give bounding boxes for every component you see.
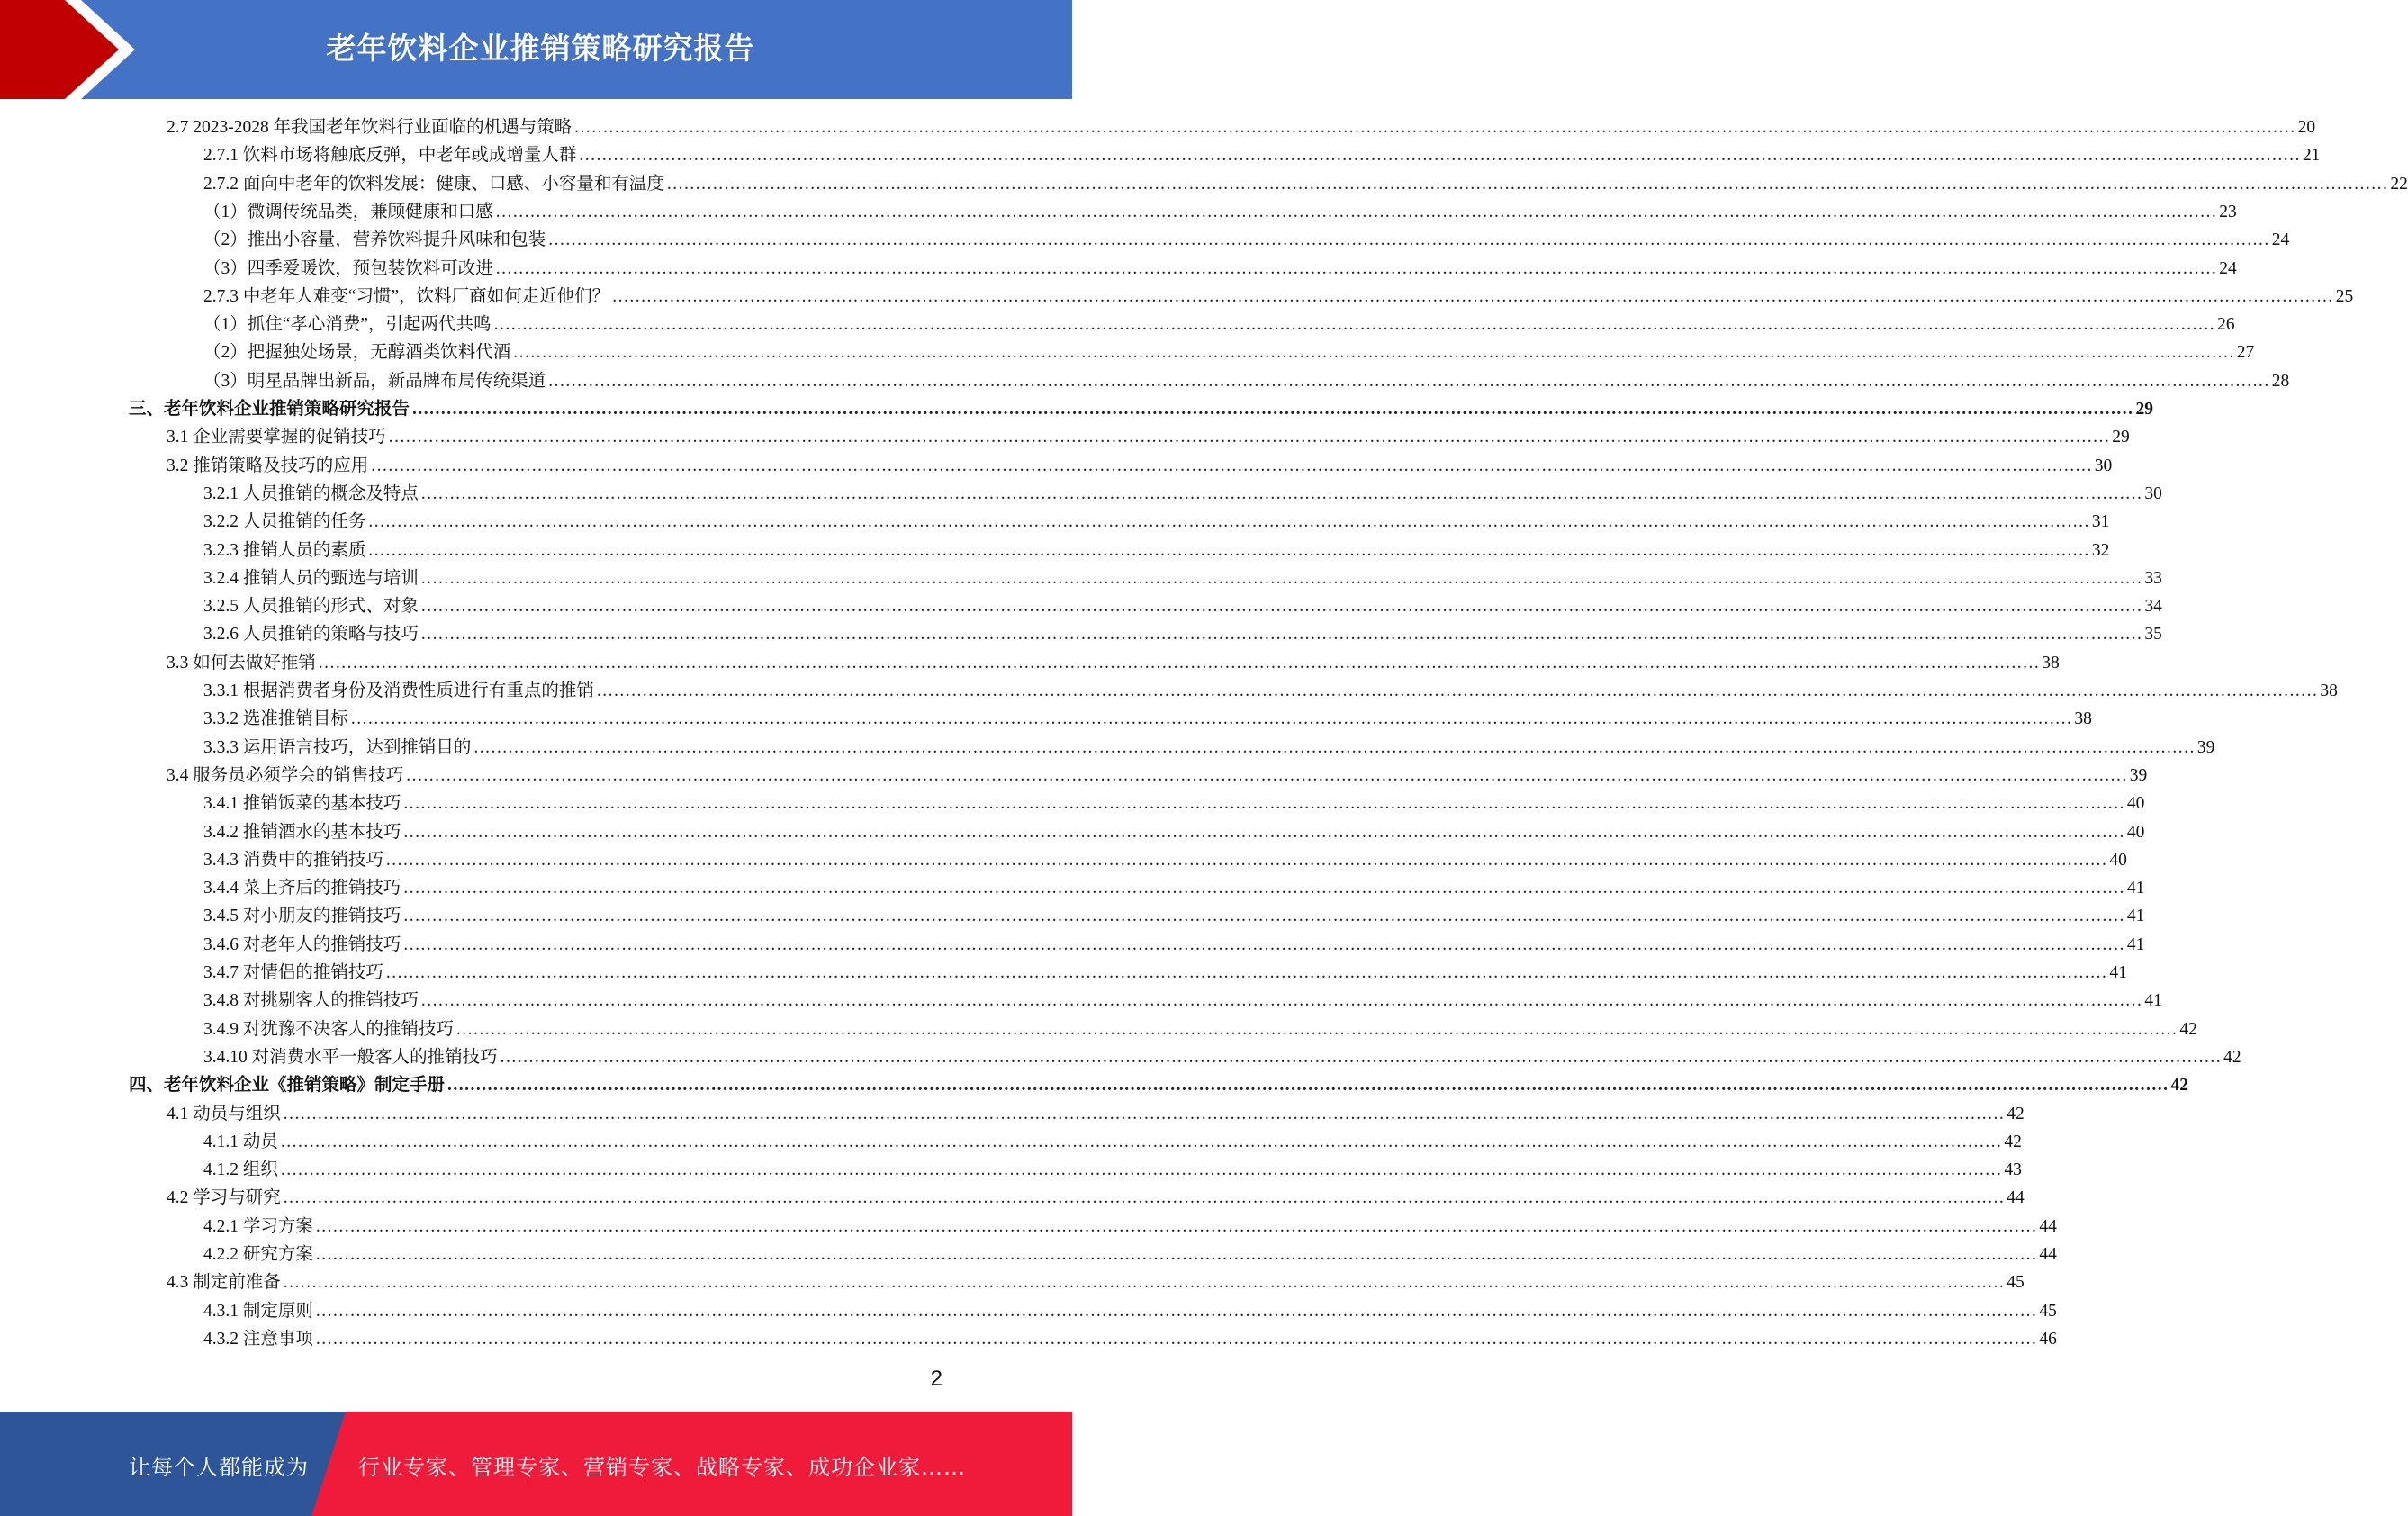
toc-entry-label: 4.3 制定前准备 bbox=[167, 1273, 281, 1293]
toc-entry-label: 3.4.6 对老年人的推销技巧 bbox=[203, 934, 401, 954]
toc-entry[interactable] bbox=[167, 454, 2113, 479]
toc-entry-label: 4.1.1 动员 bbox=[203, 1132, 278, 1151]
toc-entry-label: 4.2 学习与研究 bbox=[167, 1188, 281, 1208]
toc-entry[interactable] bbox=[167, 1270, 2025, 1295]
toc-entry-page: 31 bbox=[2091, 512, 2110, 532]
toc-entry-page: 41 bbox=[2144, 991, 2162, 1011]
toc-dot-leader: ............................................................................................................................................................................................................................................................................................................ bbox=[548, 371, 2270, 391]
toc-entry-page: 27 bbox=[2236, 343, 2255, 363]
toc-entry-label: 4.3.1 制定原则 bbox=[203, 1301, 313, 1321]
toc-dot-leader: ............................................................................................................................................................................................................................................................................................................ bbox=[385, 963, 2108, 982]
toc-entry[interactable] bbox=[203, 988, 2162, 1014]
toc-entry-label: 3.2.2 人员推销的任务 bbox=[203, 512, 366, 532]
toc-dot-leader: ............................................................................................................................................................................................................................................................................................................ bbox=[455, 1019, 2178, 1039]
toc-dot-leader: ............................................................................................................................................................................................................................................................................................................ bbox=[280, 1160, 2003, 1180]
footer-slogan-right: 行业专家、管理专家、营销专家、战略专家、成功企业家…… bbox=[358, 1455, 966, 1480]
toc-entry[interactable] bbox=[203, 1214, 2057, 1240]
toc-entry-label: 3.2.4 推销人员的甄选与培训 bbox=[203, 568, 419, 588]
toc-entry[interactable] bbox=[167, 1102, 2025, 1127]
toc-entry-label: 三、老年饮料企业推销策略研究报告 bbox=[129, 400, 410, 419]
toc-dot-leader: ............................................................................................................................................................................................................................................................................................................ bbox=[403, 907, 2125, 926]
toc-entry-label: 3.4.3 消费中的推销技巧 bbox=[203, 850, 383, 870]
toc-entry-page: 26 bbox=[2217, 315, 2235, 335]
toc-entry-page: 45 bbox=[2007, 1273, 2025, 1293]
toc-entry-page: 41 bbox=[2109, 963, 2127, 982]
toc-entry-label: 3.4.9 对犹豫不决客人的推销技巧 bbox=[203, 1019, 454, 1039]
toc-entry-page: 39 bbox=[2196, 737, 2215, 757]
toc-entry[interactable] bbox=[203, 622, 2162, 647]
toc-entry-label: 2.7.3 中老年人难变“习惯”，饮料厂商如何走近他们？ bbox=[203, 286, 610, 306]
toc-entry-label: 3.3 如何去做好推销 bbox=[167, 653, 316, 672]
toc-entry[interactable] bbox=[203, 961, 2127, 986]
toc-dot-leader: ............................................................................................................................................................................................................................................................................................................ bbox=[574, 118, 2296, 137]
toc-entry-label: （3）四季爱暖饮，预包装饮料可改进 bbox=[203, 258, 493, 278]
toc-dot-leader: ............................................................................................................................................................................................................................................................................................................ bbox=[283, 1188, 2006, 1208]
toc-dot-leader: ............................................................................................................................................................................................................................................................................................................ bbox=[420, 991, 2143, 1011]
toc-entry[interactable] bbox=[203, 284, 2354, 310]
toc-entry-label: 4.2.2 研究方案 bbox=[203, 1245, 313, 1264]
toc-entry[interactable] bbox=[203, 848, 2127, 873]
toc-entry-label: （3）明星品牌出新品，新品牌布局传统渠道 bbox=[203, 371, 546, 391]
toc-entry-page: 42 bbox=[2170, 1076, 2189, 1096]
toc-entry-page: 44 bbox=[2039, 1245, 2057, 1264]
toc-entry-page: 33 bbox=[2144, 568, 2162, 588]
toc-dot-leader: ............................................................................................................................................................................................................................................................................................................ bbox=[403, 822, 2125, 842]
toc-entry-label: 3.2.6 人员推销的策略与技巧 bbox=[203, 625, 419, 645]
toc-dot-leader: ............................................................................................................................................................................................................................................................................................................ bbox=[403, 934, 2125, 954]
toc-entry-page: 29 bbox=[2135, 400, 2154, 419]
toc-entry-page: 35 bbox=[2144, 625, 2162, 645]
toc-entry-page: 41 bbox=[2126, 934, 2145, 954]
toc-entry-label: 4.3.2 注意事项 bbox=[203, 1329, 313, 1349]
toc-entry[interactable] bbox=[203, 707, 2092, 732]
toc-entry[interactable] bbox=[167, 425, 2130, 450]
toc-entry[interactable] bbox=[203, 820, 2145, 845]
toc-dot-leader: ............................................................................................................................................................................................................................................................................................................ bbox=[315, 1329, 2038, 1349]
toc-entry-page: 43 bbox=[2004, 1160, 2022, 1180]
toc-dot-leader: ............................................................................................................................................................................................................................................................................................................ bbox=[612, 286, 2334, 306]
toc-entry[interactable] bbox=[203, 143, 2321, 168]
toc-entry[interactable] bbox=[203, 594, 2162, 619]
toc-dot-leader: ............................................................................................................................................................................................................................................................................................................ bbox=[420, 483, 2143, 503]
toc-entry-label: 4.1 动员与组织 bbox=[167, 1104, 281, 1123]
toc-entry-page: 42 bbox=[2223, 1047, 2241, 1067]
toc-entry[interactable] bbox=[203, 510, 2110, 535]
toc-entry-label: 2.7 2023-2028 年我国老年饮料行业面临的机遇与策略 bbox=[167, 118, 573, 137]
toc-dot-leader: ............................................................................................................................................................................................................................................................................................................ bbox=[318, 653, 2041, 672]
toc-dot-leader: ............................................................................................................................................................................................................................................................................................................ bbox=[403, 879, 2125, 898]
toc-dot-leader: ............................................................................................................................................................................................................................................................................................................ bbox=[315, 1301, 2038, 1321]
toc-entry-page: 32 bbox=[2091, 540, 2110, 560]
toc-dot-leader: ............................................................................................................................................................................................................................................................................................................ bbox=[315, 1245, 2038, 1264]
toc-entry-label: 3.3.3 运用语言技巧，达到推销目的 bbox=[203, 737, 472, 757]
toc-dot-leader: ............................................................................................................................................................................................................................................................................................................ bbox=[406, 765, 2128, 785]
toc-entry-page: 44 bbox=[2039, 1216, 2057, 1236]
toc-entry[interactable] bbox=[203, 1045, 2241, 1070]
page-footer bbox=[0, 1412, 1072, 1516]
toc-dot-leader: ............................................................................................................................................................................................................................................................................................................ bbox=[368, 512, 2090, 532]
toc-entry[interactable] bbox=[167, 651, 2060, 676]
toc-entry-label: （2）把握独处场景，无醇酒类饮料代酒 bbox=[203, 343, 511, 363]
toc-dot-leader: ............................................................................................................................................................................................................................................................................................................ bbox=[283, 1104, 2006, 1123]
toc-dot-leader: ............................................................................................................................................................................................................................................................................................................ bbox=[493, 315, 2216, 335]
toc-entry[interactable] bbox=[203, 257, 2237, 282]
toc-dot-leader: ............................................................................................................................................................................................................................................................................................................ bbox=[283, 1273, 2006, 1293]
toc-entry-label: 3.4.10 对消费水平一般客人的推销技巧 bbox=[203, 1047, 498, 1067]
toc-entry-page: 22 bbox=[2390, 174, 2408, 194]
toc-entry-page: 30 bbox=[2094, 456, 2113, 475]
toc-entry[interactable] bbox=[203, 1327, 2057, 1352]
toc-dot-leader: ............................................................................................................................................................................................................................................................................................................ bbox=[420, 597, 2143, 617]
toc-entry-page: 40 bbox=[2126, 822, 2145, 842]
toc-entry[interactable] bbox=[203, 1130, 2022, 1155]
toc-dot-leader: ............................................................................................................................................................................................................................................................................................................ bbox=[548, 230, 2270, 250]
toc-dot-leader: ............................................................................................................................................................................................................................................................................................................ bbox=[412, 400, 2134, 419]
toc-entry-page: 24 bbox=[2219, 258, 2237, 278]
toc-entry[interactable] bbox=[203, 933, 2145, 958]
toc-entry-page: 34 bbox=[2144, 597, 2162, 617]
toc-entry[interactable] bbox=[167, 1186, 2025, 1211]
toc-entry-label: 3.4 服务员必须学会的销售技巧 bbox=[167, 765, 404, 785]
toc-entry-page: 25 bbox=[2335, 286, 2354, 306]
toc-entry-label: 3.4.2 推销酒水的基本技巧 bbox=[203, 822, 401, 842]
toc-entry-label: 3.4.5 对小朋友的推销技巧 bbox=[203, 907, 401, 926]
toc-entry-label: 3.3.1 根据消费者身份及消费性质进行有重点的推销 bbox=[203, 681, 594, 700]
toc-entry-page: 41 bbox=[2126, 907, 2145, 926]
toc-entry[interactable] bbox=[203, 200, 2237, 225]
page-header bbox=[0, 0, 1072, 99]
toc-entry-label: 3.3.2 选准推销目标 bbox=[203, 709, 348, 729]
toc-dot-leader: ............................................................................................................................................................................................................................................................................................................ bbox=[596, 681, 2319, 700]
toc-entry-label: 3.2.5 人员推销的形式、对象 bbox=[203, 597, 419, 617]
toc-entry[interactable] bbox=[167, 763, 2148, 789]
toc-entry-label: 3.4.8 对挑剔客人的推销技巧 bbox=[203, 991, 419, 1011]
toc-entry-page: 38 bbox=[2320, 681, 2338, 700]
toc-entry[interactable] bbox=[129, 397, 2154, 422]
toc-entry[interactable] bbox=[203, 172, 2408, 197]
toc-entry-label: 2.7.1 饮料市场将触底反弹，中老年或成增量人群 bbox=[203, 146, 577, 166]
toc-dot-leader: ............................................................................................................................................................................................................................................................................................................ bbox=[385, 850, 2108, 870]
toc-dot-leader: ............................................................................................................................................................................................................................................................................................................ bbox=[513, 343, 2235, 363]
toc-dot-leader: ............................................................................................................................................................................................................................................................................................................ bbox=[500, 1047, 2223, 1067]
toc-dot-leader: ............................................................................................................................................................................................................................................................................................................ bbox=[495, 202, 2218, 221]
toc-entry-page: 20 bbox=[2297, 118, 2316, 137]
toc-entry-label: （1）抓住“孝心消费”，引起两代共鸣 bbox=[203, 315, 492, 335]
toc-entry-label: 2.7.2 面向中老年的饮料发展：健康、口感、小容量和有温度 bbox=[203, 174, 664, 194]
toc-entry-page: 39 bbox=[2129, 765, 2148, 785]
page-number: 2 bbox=[930, 1367, 942, 1391]
toc-dot-leader: ............................................................................................................................................................................................................................................................................................................ bbox=[403, 794, 2125, 814]
toc-entry-page: 45 bbox=[2039, 1301, 2057, 1321]
toc-dot-leader: ............................................................................................................................................................................................................................................................................................................ bbox=[388, 428, 2111, 447]
toc-dot-leader: ............................................................................................................................................................................................................................................................................................................ bbox=[368, 540, 2090, 560]
toc-entry[interactable] bbox=[129, 1073, 2189, 1098]
toc-entry-page: 29 bbox=[2112, 428, 2130, 447]
toc-entry-page: 40 bbox=[2126, 794, 2145, 814]
toc-entry-page: 23 bbox=[2219, 202, 2237, 221]
toc-dot-leader: ............................................................................................................................................................................................................................................................................................................ bbox=[447, 1076, 2169, 1096]
toc-entry[interactable] bbox=[203, 904, 2145, 929]
toc-entry-page: 28 bbox=[2271, 371, 2290, 391]
toc-entry-label: （1）微调传统品类，兼顾健康和口感 bbox=[203, 202, 493, 221]
toc-entry-label: 3.1 企业需要掌握的促销技巧 bbox=[167, 428, 386, 447]
toc-entry[interactable] bbox=[203, 679, 2338, 704]
toc-dot-leader: ............................................................................................................................................................................................................................................................................................................ bbox=[350, 709, 2073, 729]
toc-entry[interactable] bbox=[203, 1242, 2057, 1268]
toc-entry-label: 3.4.1 推销饭菜的基本技巧 bbox=[203, 794, 401, 814]
toc-entry[interactable] bbox=[203, 876, 2145, 901]
toc-entry-page: 46 bbox=[2039, 1329, 2057, 1349]
toc-entry[interactable] bbox=[203, 1299, 2057, 1324]
toc-entry[interactable] bbox=[203, 538, 2110, 564]
toc-entry-page: 42 bbox=[2007, 1104, 2025, 1123]
document-title: 老年饮料企业推销策略研究报告 bbox=[326, 31, 755, 66]
toc-entry-label: 4.1.2 组织 bbox=[203, 1160, 278, 1180]
toc-dot-leader: ............................................................................................................................................................................................................................................................................................................ bbox=[579, 146, 2301, 166]
toc-entry-page: 30 bbox=[2144, 483, 2162, 503]
toc-entry[interactable] bbox=[203, 1158, 2022, 1183]
toc-entry[interactable] bbox=[203, 791, 2145, 817]
toc-entry[interactable] bbox=[203, 482, 2162, 507]
toc-entry-page: 38 bbox=[2074, 709, 2092, 729]
toc-entry[interactable] bbox=[203, 228, 2290, 253]
toc-entry-page: 40 bbox=[2109, 850, 2127, 870]
toc-entry-page: 38 bbox=[2042, 653, 2060, 672]
toc-entry-page: 42 bbox=[2004, 1132, 2022, 1151]
toc-dot-leader: ............................................................................................................................................................................................................................................................................................................ bbox=[666, 174, 2389, 194]
toc-entry-label: 四、老年饮料企业《推销策略》制定手册 bbox=[129, 1076, 446, 1096]
footer-slogan-left: 让每个人都能成为 bbox=[129, 1455, 309, 1480]
toc-entry[interactable] bbox=[203, 312, 2235, 338]
toc-entry-page: 21 bbox=[2302, 146, 2321, 166]
toc-entry-label: 4.2.1 学习方案 bbox=[203, 1216, 313, 1236]
toc-entry[interactable] bbox=[203, 735, 2215, 761]
toc-dot-leader: ............................................................................................................................................................................................................................................................................................................ bbox=[495, 258, 2218, 278]
toc-dot-leader: ............................................................................................................................................................................................................................................................................................................ bbox=[315, 1216, 2038, 1236]
toc-entry-label: 3.2.1 人员推销的概念及特点 bbox=[203, 483, 419, 503]
toc-entry[interactable] bbox=[203, 369, 2290, 394]
toc-entry-page: 41 bbox=[2126, 879, 2145, 898]
toc-entry[interactable] bbox=[167, 115, 2316, 140]
toc-entry[interactable] bbox=[203, 566, 2162, 591]
toc-entry-page: 24 bbox=[2271, 230, 2290, 250]
toc-entry-page: 42 bbox=[2179, 1019, 2197, 1039]
toc-dot-leader: ............................................................................................................................................................................................................................................................................................................ bbox=[280, 1132, 2003, 1151]
toc-dot-leader: ............................................................................................................................................................................................................................................................................................................ bbox=[420, 568, 2143, 588]
toc-dot-leader: ............................................................................................................................................................................................................................................................................................................ bbox=[420, 625, 2143, 645]
toc-entry-label: 3.2 推销策略及技巧的应用 bbox=[167, 456, 369, 475]
toc-entry-label: 3.4.4 菜上齐后的推销技巧 bbox=[203, 879, 401, 898]
toc-entry-label: （2）推出小容量，营养饮料提升风味和包装 bbox=[203, 230, 546, 250]
toc-entry-label: 3.2.3 推销人员的素质 bbox=[203, 540, 366, 560]
toc-entry-page: 44 bbox=[2007, 1188, 2025, 1208]
toc-entry[interactable] bbox=[203, 1017, 2197, 1042]
toc-entry[interactable] bbox=[203, 340, 2255, 365]
toc-dot-leader: ............................................................................................................................................................................................................................................................................................................ bbox=[473, 737, 2196, 757]
toc-dot-leader: ............................................................................................................................................................................................................................................................................................................ bbox=[371, 456, 2093, 475]
toc-entry-label: 3.4.7 对情侣的推销技巧 bbox=[203, 963, 383, 982]
